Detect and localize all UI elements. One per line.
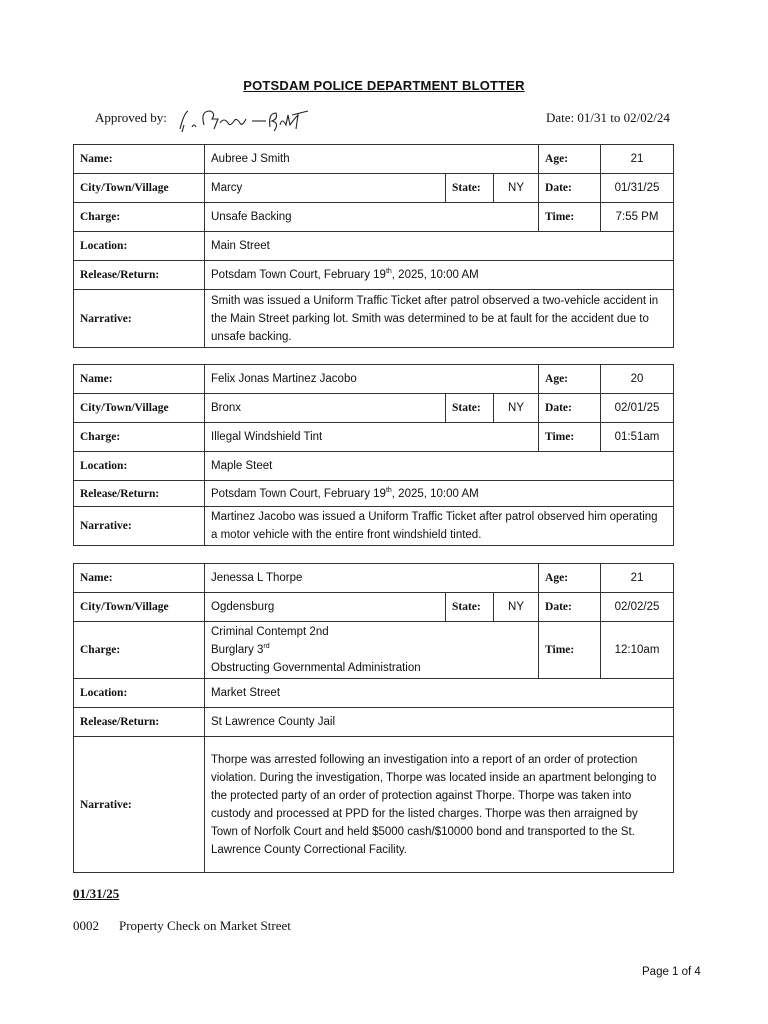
location-value: Maple Steet: [205, 452, 674, 481]
age-value: 21: [601, 145, 674, 174]
charge-line: Criminal Contempt 2nd: [211, 626, 329, 638]
date-label: Date:: [539, 593, 601, 622]
narrative-value: Thorpe was arrested following an investigation into a report of an order of protection violation. During the investigation, Thorpe was located inside an apartment belonging to the protected party of an order of protection against Thorpe. Thorpe was taken into custody and processed at PPD for the listed charges. Thorpe was then arraigned by Town of Norfolk Court and held $5000 cash/$10000 bond and transported to the St. Lawrence County Correctional Facility.: [205, 737, 674, 873]
city-value: Ogdensburg: [205, 593, 446, 622]
location-value: Market Street: [205, 679, 674, 708]
release-value: St Lawrence County Jail: [205, 708, 674, 737]
age-value: 20: [601, 365, 674, 394]
charge-line: Burglary 3rd: [211, 643, 270, 656]
city-label: City/Town/Village: [74, 174, 205, 203]
time-value: 01:51am: [601, 423, 674, 452]
name-value: Jenessa L Thorpe: [205, 564, 539, 593]
narrative-label: Narrative:: [74, 290, 205, 348]
log-entry-number: 0002: [73, 918, 99, 933]
log-date-heading: 01/31/25: [73, 886, 120, 901]
narrative-value: Smith was issued a Uniform Traffic Ticket after patrol observed a two-vehicle accident in the Main Street parking lot. Smith was determined to be at fault for the accident due to unsafe backing.: [205, 290, 674, 348]
charge-line: Obstructing Governmental Administration: [211, 662, 421, 674]
time-label: Time:: [539, 203, 601, 232]
page-number: Page 1 of 4: [642, 966, 701, 978]
date-range: Date: 01/31 to 02/02/24: [546, 110, 670, 125]
state-label: State:: [446, 174, 494, 203]
release-label: Release/Return:: [74, 708, 205, 737]
city-value: Bronx: [205, 394, 446, 423]
state-value: NY: [494, 394, 539, 423]
date-label: Date:: [539, 174, 601, 203]
age-label: Age:: [539, 145, 601, 174]
date-label: Date:: [539, 394, 601, 423]
location-value: Main Street: [205, 232, 674, 261]
blotter-record: [73, 144, 674, 348]
time-value: 7:55 PM: [601, 203, 674, 232]
age-label: Age:: [539, 564, 601, 593]
location-label: Location:: [74, 679, 205, 708]
name-label: Name:: [74, 145, 205, 174]
age-label: Age:: [539, 365, 601, 394]
charge-value: Illegal Windshield Tint: [205, 423, 539, 452]
log-entry: [73, 918, 291, 934]
charge-label: Charge:: [74, 423, 205, 452]
charge-value: [205, 622, 539, 679]
state-label: State:: [446, 593, 494, 622]
release-value: Potsdam Town Court, February 19th, 2025, 10:00 AM: [205, 261, 674, 290]
charge-label: Charge:: [74, 203, 205, 232]
age-value: 21: [601, 564, 674, 593]
location-label: Location:: [74, 452, 205, 481]
blotter-record: [73, 563, 674, 873]
release-label: Release/Return:: [74, 481, 205, 507]
date-value: 01/31/25: [601, 174, 674, 203]
charge-value: Unsafe Backing: [205, 203, 539, 232]
name-label: Name:: [74, 365, 205, 394]
narrative-label: Narrative:: [74, 507, 205, 546]
narrative-label: Narrative:: [74, 737, 205, 873]
log-entry-text: Property Check on Market Street: [119, 918, 291, 933]
release-label: Release/Return:: [74, 261, 205, 290]
state-value: NY: [494, 593, 539, 622]
blotter-record: [73, 364, 674, 546]
city-value: Marcy: [205, 174, 446, 203]
city-label: City/Town/Village: [74, 593, 205, 622]
signature: [174, 105, 314, 135]
state-label: State:: [446, 394, 494, 423]
name-label: Name:: [74, 564, 205, 593]
page-title: POTSDAM POLICE DEPARTMENT BLOTTER: [243, 78, 525, 93]
approved-by-label: Approved by:: [95, 110, 167, 125]
name-value: Aubree J Smith: [205, 145, 539, 174]
release-value: Potsdam Town Court, February 19th, 2025, 10:00 AM: [205, 481, 674, 507]
location-label: Location:: [74, 232, 205, 261]
date-value: 02/01/25: [601, 394, 674, 423]
name-value: Felix Jonas Martinez Jacobo: [205, 365, 539, 394]
time-label: Time:: [539, 622, 601, 679]
date-value: 02/02/25: [601, 593, 674, 622]
charge-label: Charge:: [74, 622, 205, 679]
time-label: Time:: [539, 423, 601, 452]
time-value: 12:10am: [601, 622, 674, 679]
city-label: City/Town/Village: [74, 394, 205, 423]
narrative-value: Martinez Jacobo was issued a Uniform Traffic Ticket after patrol observed him operating a motor vehicle with the entire front windshield tinted.: [205, 507, 674, 546]
state-value: NY: [494, 174, 539, 203]
